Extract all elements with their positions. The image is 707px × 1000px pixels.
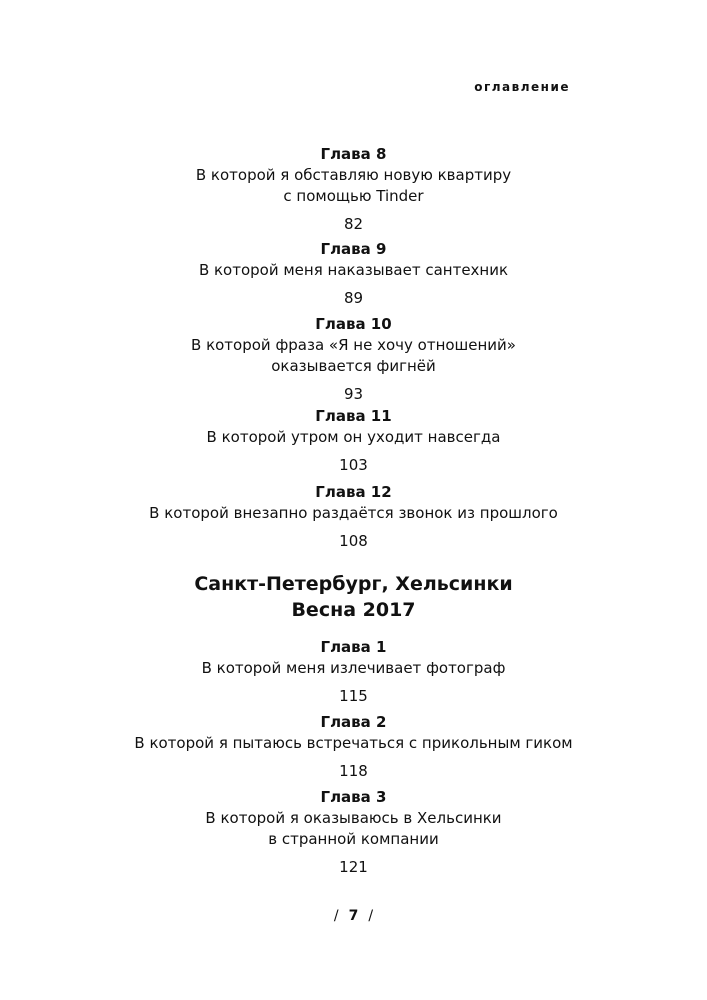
toc-entry-chapter-12 <box>0 481 707 552</box>
chapter-description: В которой я пытаюсь встречаться с прикольным гиком <box>134 734 573 752</box>
chapter-description: В которой внезапно раздаётся звонок из прошлого <box>149 504 558 522</box>
chapter-page-number: 89 <box>343 289 364 307</box>
page-number: 7 <box>348 908 359 924</box>
chapter-description: оказывается фигнёй <box>271 357 436 375</box>
chapter-title: Глава 1 <box>320 638 387 656</box>
toc-header: оглавление <box>474 80 570 94</box>
chapter-title: Глава 10 <box>315 315 392 333</box>
chapter-page-number: 93 <box>343 385 364 403</box>
chapter-description: В которой меня излечивает фотограф <box>201 659 506 677</box>
toc-entry-chapter-1 <box>0 636 707 707</box>
toc-entry-chapter-9 <box>0 238 707 309</box>
toc-entry-chapter-3 <box>0 786 707 878</box>
chapter-description: В которой я оказываюсь в Хельсинки <box>205 809 502 827</box>
footer-slash-right: / <box>368 908 374 924</box>
chapter-page-number: 108 <box>339 532 368 550</box>
chapter-page-number: 82 <box>343 215 364 233</box>
chapter-description: в странной компании <box>268 830 439 848</box>
chapter-title: Глава 12 <box>315 483 392 501</box>
chapter-description: с помощью Tinder <box>283 187 424 205</box>
section-title <box>0 571 707 623</box>
section-title-line: Санкт-Петербург, Хельсинки <box>194 573 513 595</box>
page-footer <box>0 908 707 924</box>
chapter-title: Глава 2 <box>320 713 387 731</box>
chapter-page-number: 121 <box>339 858 368 876</box>
chapter-description: В которой меня наказывает сантехник <box>198 261 509 279</box>
chapter-title: Глава 8 <box>320 145 387 163</box>
toc-entry-chapter-10 <box>0 313 707 405</box>
chapter-description: В которой утром он уходит навсегда <box>206 428 501 446</box>
chapter-page-number: 115 <box>339 687 368 705</box>
chapter-description: В которой фраза «Я не хочу отношений» <box>191 336 516 354</box>
chapter-description: В которой я обставляю новую квартиру <box>195 166 512 184</box>
chapter-title: Глава 9 <box>320 240 387 258</box>
toc-entry-chapter-8 <box>0 143 707 235</box>
footer-slash-left: / <box>333 908 339 924</box>
toc-entry-chapter-11 <box>0 405 707 476</box>
chapter-page-number: 118 <box>339 762 368 780</box>
chapter-page-number: 103 <box>339 456 368 474</box>
section-title-line: Весна 2017 <box>291 599 416 621</box>
chapter-title: Глава 11 <box>315 407 392 425</box>
toc-entry-chapter-2 <box>0 711 707 782</box>
chapter-title: Глава 3 <box>320 788 387 806</box>
